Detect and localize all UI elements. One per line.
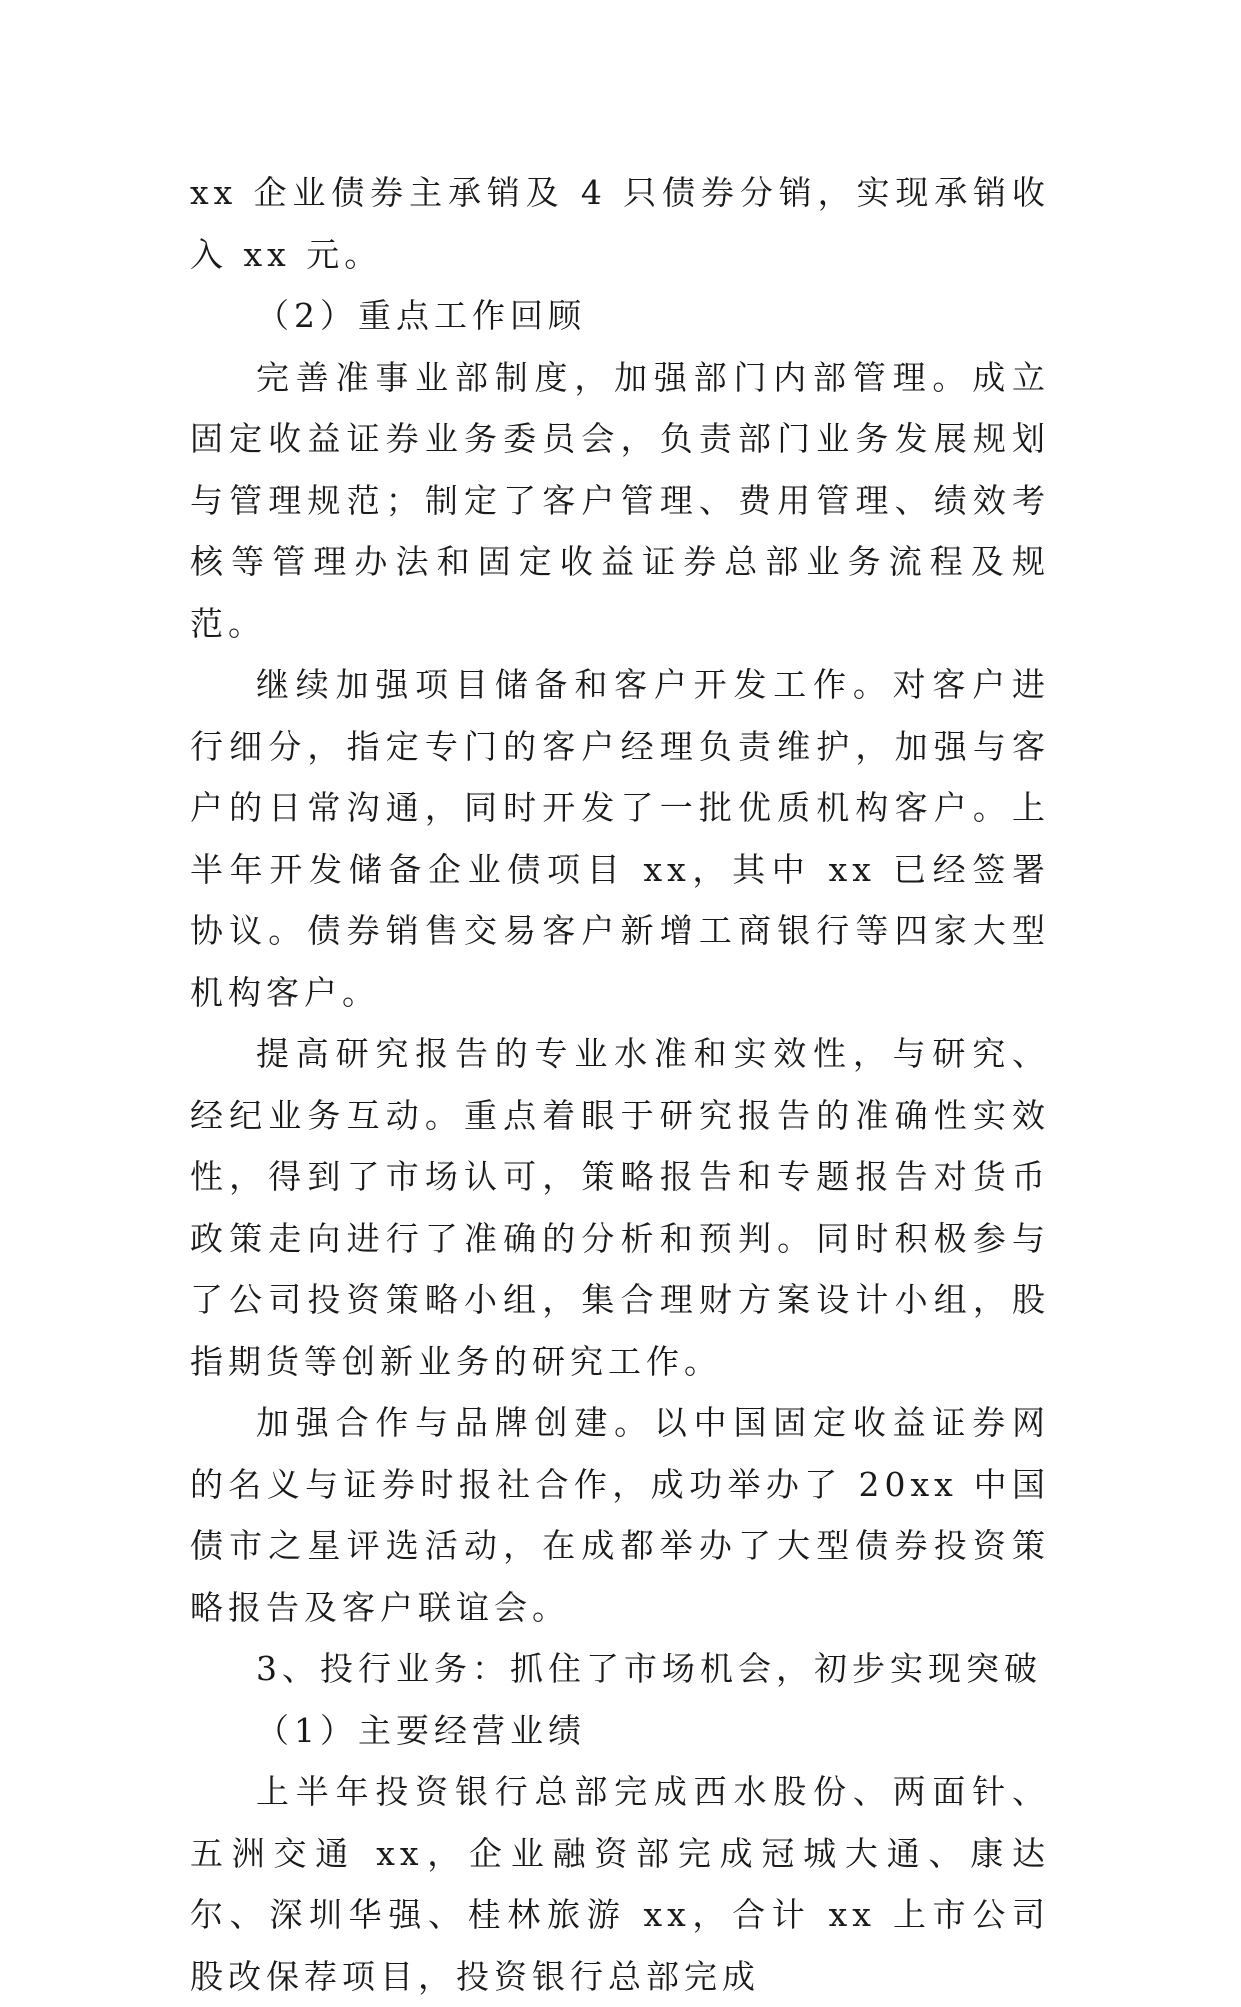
subheading-key-work-review: （2）重点工作回顾 xyxy=(256,296,586,335)
paragraph-research-reports: 提高研究报告的专业水准和实效性，与研究、经纪业务互动。重点着眼于研究报告的准确性实效性，得到了市场认可，策略报告和专题报告对货币政策走向进行了准确的分析和预判。同时积极参与了公司投资策略小组，集合理财方案设计小组，股指期货等创新业务的研究工作。 xyxy=(190,1034,1050,1381)
paragraph-continued: xx 企业债券主承销及 4 只债券分销，实现承销收入 xx 元。 xyxy=(190,173,1050,274)
paragraph-brand-cooperation: 加强合作与品牌创建。以中国固定收益证券网的名义与证券时报社合作，成功举办了 20xx 中国债市之星评选活动，在成都举办了大型债券投资策略报告及客户联谊会。 xyxy=(190,1403,1050,1627)
section-heading-investment-banking: 3、投行业务：抓住了市场机会，初步实现突破 xyxy=(256,1649,1042,1688)
paragraph-department-management: 完善准事业部制度，加强部门内部管理。成立固定收益证券业务委员会，负责部门业务发展规划与管理规范；制定了客户管理、费用管理、绩效考核等管理办法和固定收益证券总部业务流程及规范。 xyxy=(190,357,1050,643)
subheading-main-performance: （1）主要经营业绩 xyxy=(256,1710,586,1750)
paragraph-client-development: 继续加强项目储备和客户开发工作。对客户进行细分，指定专门的客户经理负责维护，加强与客户的日常沟通，同时开发了一批优质机构客户。上半年开发储备企业债项目 xx，其中 xx 已经签署协议。债券销售交易客户新增工商银行等四家大型机构客户。 xyxy=(190,665,1050,1012)
paragraph-investment-banking-results: 上半年投资银行总部完成西水股份、两面针、五洲交通 xx，企业融资部完成冠城大通、康达尔、深圳华强、桂林旅游 xx，合计 xx 上市公司股改保荐项目，投资银行总部完成 xyxy=(190,1772,1050,1996)
document-body xyxy=(190,162,1050,2007)
